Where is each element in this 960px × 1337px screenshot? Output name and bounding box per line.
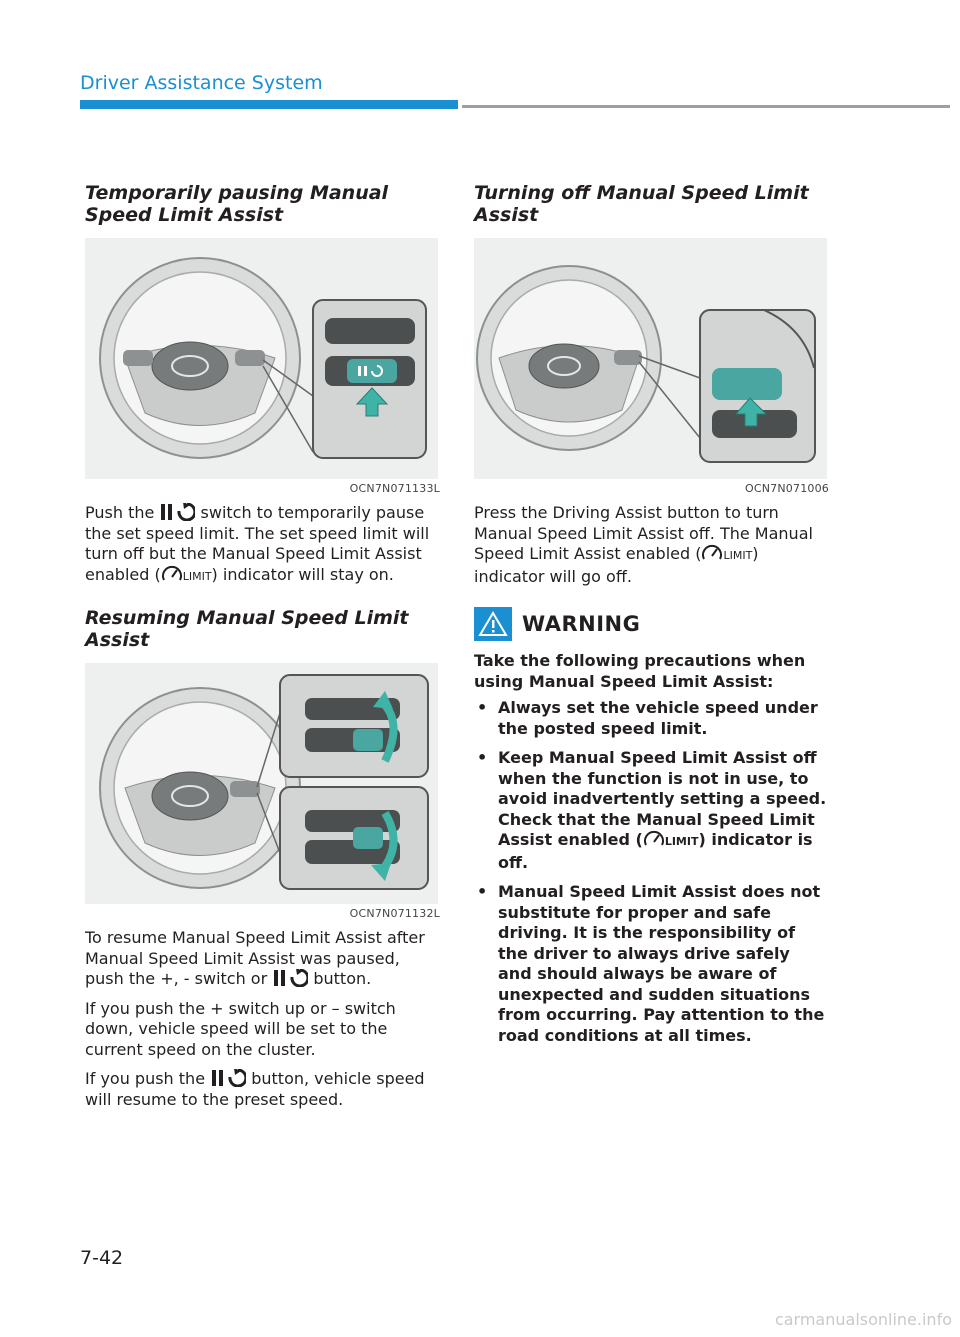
warning-triangle-icon: [474, 607, 512, 641]
text-span: Manual Speed Limit Assist does not substitute for proper and safe driving. It is the responsibility of the driver to always drive safely and should always be aware of unexpected and sudden situations from occurring. Pay attention to the road conditions at all times.: [498, 882, 825, 1045]
heading-temporarily-pausing: Temporarily pausing Manual Speed Limit Assist: [85, 182, 389, 226]
text-span: ) indicator is off.: [498, 830, 813, 872]
pause-resume-icon: [159, 503, 195, 521]
speed-limit-indicator-icon: [701, 544, 723, 562]
heading-resuming: Resuming Manual Speed Limit Assist: [85, 607, 409, 651]
text-span: If you push the: [85, 1069, 206, 1088]
text-span: ) indicator will go off.: [474, 544, 759, 586]
limit-text: LIMIT: [723, 549, 753, 562]
text-span: button, vehicle speed will resume to the preset speed.: [85, 1069, 425, 1109]
text-span: ) indicator will stay on.: [211, 564, 394, 584]
section-title: Driver Assistance System: [80, 72, 323, 94]
figure-steering-driving-assist-button: [474, 238, 827, 479]
figure-code: OCN7N071132L: [349, 907, 440, 920]
page-number: 7-42: [80, 1247, 124, 1269]
paragraph-turn-off: [474, 503, 829, 587]
bullet: •: [477, 698, 488, 717]
left-column: [85, 182, 440, 1119]
text-span: switch to temporarily pause the set speed limit. The set speed limit will turn off but the Manual Speed Limit Assist enabled (: [85, 503, 430, 584]
text-span: Push the: [85, 503, 155, 522]
header-accent-bar: [80, 100, 458, 109]
list-item: [474, 698, 829, 739]
figure-steering-resume-switch: [85, 663, 438, 904]
footer-watermark: carmanualsonline.info: [774, 1310, 952, 1329]
header-rule: [462, 105, 950, 108]
text-span: Keep Manual Speed Limit Assist off when the function is not in use, to avoid inadvertently setting a speed. Check that the Manual Speed Limit Assist enabled (: [498, 748, 827, 849]
paragraph-resume: [85, 928, 440, 990]
paragraph-resume-preset: [85, 1069, 440, 1110]
text-span: To resume Manual Speed Limit Assist after Manual Speed Limit Assist was paused, push the +, - switch or: [85, 928, 425, 988]
warning-intro: Take the following precautions when using Manual Speed Limit Assist:: [474, 651, 806, 691]
text-span: Always set the vehicle speed under the posted speed limit.: [498, 698, 818, 738]
limit-text: LIMIT: [182, 569, 212, 583]
pause-resume-icon: [272, 969, 308, 987]
warning-header: [474, 607, 829, 641]
paragraph-switch-up-down: If you push the + switch up or – switch down, vehicle speed will be set to the current speed on the cluster.: [85, 998, 396, 1059]
text-span: button.: [313, 969, 372, 988]
list-item: [474, 748, 829, 873]
bullet: •: [477, 882, 488, 901]
warning-title: WARNING: [522, 612, 641, 636]
heading-turning-off: Turning off Manual Speed Limit Assist: [474, 182, 809, 226]
figure-code: OCN7N071133L: [349, 482, 440, 495]
pause-resume-icon: [210, 1069, 246, 1087]
text-span: Press the Driving Assist button to turn Manual Speed Limit Assist off. The Manual Speed Limit Assist enabled (: [474, 503, 813, 563]
bullet: •: [477, 748, 488, 767]
limit-text: LIMIT: [664, 835, 699, 848]
figure-code: OCN7N071006: [745, 482, 829, 495]
right-column: [474, 182, 829, 1055]
list-item: [474, 882, 829, 1046]
warning-list: [474, 698, 829, 1046]
speed-limit-indicator-icon: [161, 565, 183, 583]
paragraph-pause: [85, 503, 440, 587]
figure-steering-pause-switch: [85, 238, 438, 479]
speed-limit-indicator-icon: [643, 830, 665, 848]
